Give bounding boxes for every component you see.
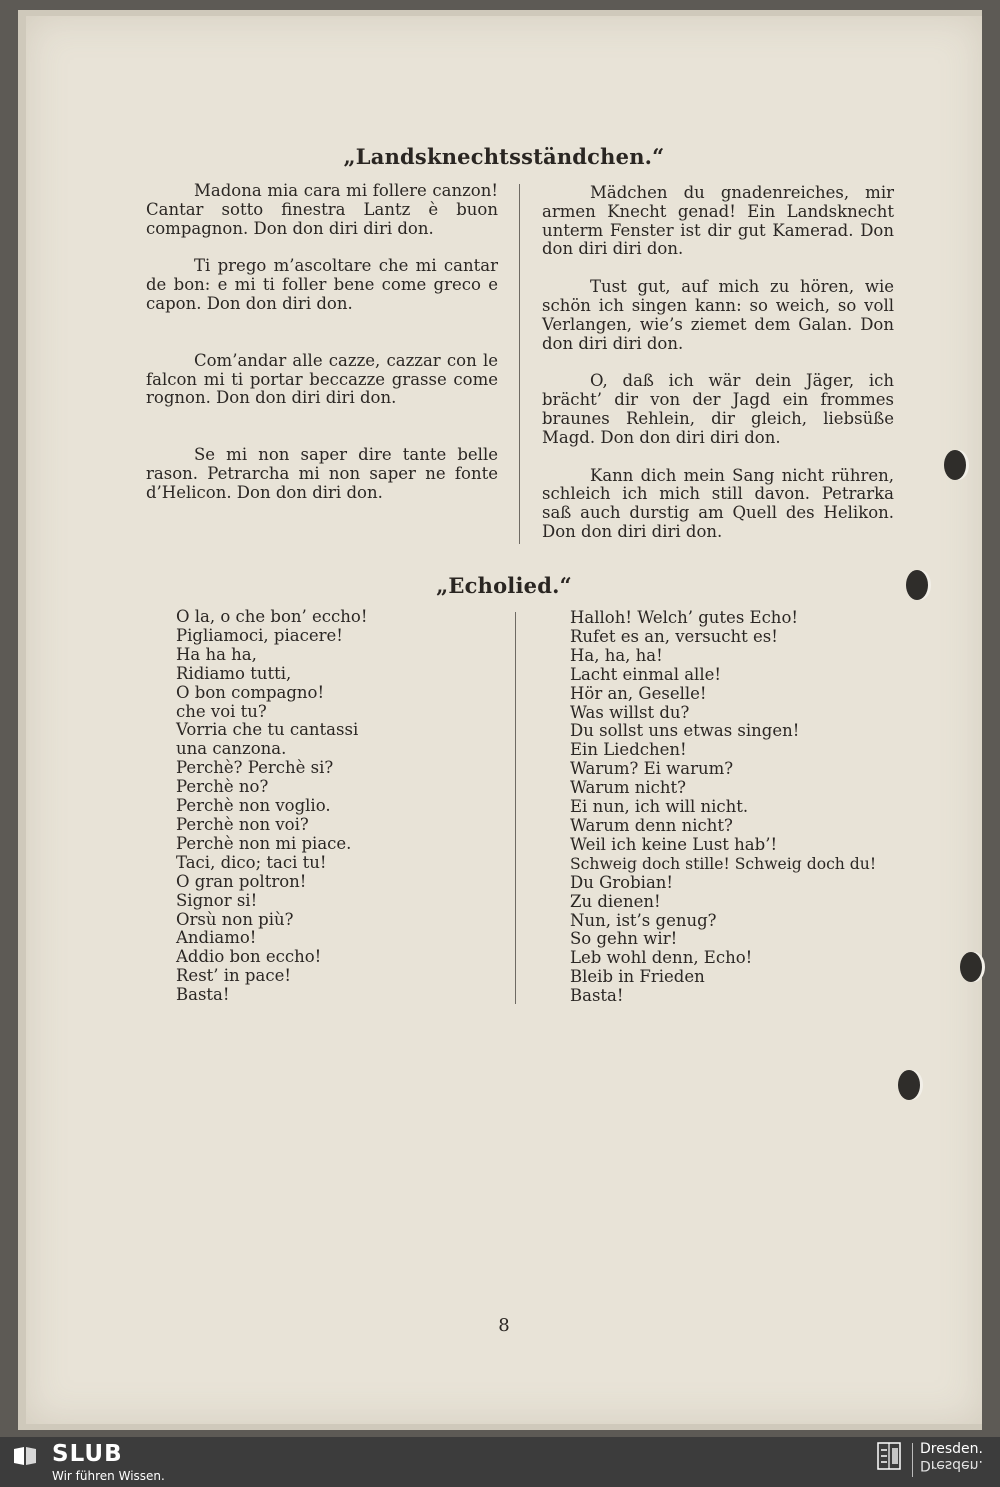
italian-line: Perchè non mi piace.: [176, 833, 352, 853]
punch-hole: [944, 450, 966, 480]
italian-line: Perchè no?: [176, 777, 269, 797]
german-line: Halloh! Welch’ gutes Echo!: [570, 608, 799, 627]
italian-line: O la, o che bon’ eccho!: [176, 607, 368, 626]
german-line: Warum? Ei warum?: [570, 759, 734, 779]
song2-column-divider: [515, 612, 516, 1004]
german-line: Was willst du?: [570, 702, 690, 722]
punch-hole: [960, 952, 982, 982]
italian-line: che voi tu?: [176, 701, 267, 721]
slub-logo-icon: [12, 1445, 38, 1467]
german-line: Leb wohl denn, Echo!: [570, 948, 753, 968]
german-line: Hör an, Geselle!: [570, 683, 707, 703]
italian-line: Perchè non voglio.: [176, 796, 331, 816]
german-line: Du sollst uns etwas singen!: [570, 721, 800, 741]
german-line: Basta!: [570, 986, 624, 1006]
italian-line: Perchè non voi?: [176, 814, 309, 834]
german-line: Nun, ist’s genug?: [570, 910, 717, 930]
italian-line: Ha ha ha,: [176, 644, 257, 664]
city-name: Dresden.: [920, 1441, 983, 1457]
library-name: SLUB: [52, 1441, 123, 1467]
italian-line: Vorria che tu cantassi: [176, 720, 359, 740]
punch-hole: [906, 570, 928, 600]
page-number: 8: [498, 1315, 510, 1336]
library-tagline: Wir führen Wissen.: [52, 1469, 165, 1483]
italian-line: Perchè? Perchè si?: [176, 758, 334, 778]
song2-german-column: [570, 609, 910, 1006]
german-line: Ein Liedchen!: [570, 740, 687, 760]
song1-italian-stanza-3: Com’andar alle cazze, cazzar con le falcon mi ti portar beccazze grasse come rognon. Don don diri diri don.: [146, 350, 498, 408]
song1-german-stanza-1: Mädchen du gnadenreiches, mir armen Knecht genad! Ein Landsknecht unterm Fenster ist dir gut Kamerad. Don don diri diri don.: [542, 183, 894, 259]
song1-italian-column: [146, 182, 498, 503]
german-line: Lacht einmal alle!: [570, 664, 721, 684]
song1-italian-stanza-2: Ti prego m’ascoltare che mi cantar de bon: e mi ti foller bene come greco e capon. Don don diri don.: [146, 256, 498, 313]
german-line: Ha, ha, ha!: [570, 645, 663, 665]
german-line: Warum denn nicht?: [570, 815, 733, 835]
italian-line: Andiamo!: [176, 928, 257, 948]
song1-german-stanza-4: Kann dich mein Sang nicht rühren, schleich ich mich still davon. Petrarka saß auch durstig am Quell des Helikon. Don don diri diri don.: [542, 465, 894, 541]
german-line: Rufet es an, versucht es!: [570, 626, 778, 646]
city-name-reflection: Dresden.: [920, 1457, 983, 1473]
german-line: So gehn wir!: [570, 929, 678, 949]
song1-italian-stanza-1: Madona mia cara mi follere canzon! Cantar sotto finestra Lantz è buon compagnon. Don don diri diri don.: [146, 181, 498, 238]
song2-title: „Echolied.“: [436, 573, 572, 598]
song2-italian-column: [176, 608, 506, 1005]
italian-line: O bon compagno!: [176, 682, 325, 702]
italian-line: Addio bon eccho!: [176, 947, 322, 967]
italian-line: Signor si!: [176, 890, 258, 910]
italian-line: Basta!: [176, 985, 230, 1005]
song1-title: „Landsknechtsständchen.“: [343, 144, 665, 169]
italian-line: Orsù non più?: [176, 909, 294, 929]
german-line: Weil ich keine Lust hab’!: [570, 834, 778, 854]
italian-line: Pigliamoci, piacere!: [176, 625, 343, 645]
german-line: Schweig doch stille! Schweig doch du!: [570, 854, 877, 873]
song1-italian-stanza-4: Se mi non saper dire tante belle rason. Petrarcha mi non saper ne fonte d’Helicon. Don don diri don.: [146, 445, 498, 502]
german-line: Du Grobian!: [570, 872, 674, 892]
italian-line: Ridiamo tutti,: [176, 663, 292, 683]
song1-german-stanza-3: O, daß ich wär dein Jäger, ich brächt’ dir von der Jagd ein frommes braunes Rehlein, dir gleich, liebsüße Magd. Don don diri diri don.: [542, 371, 894, 447]
footer-separator: [912, 1443, 913, 1477]
document-page: [26, 16, 982, 1424]
city-crest-icon: [877, 1442, 901, 1470]
italian-line: Taci, dico; taci tu!: [176, 852, 327, 872]
italian-line: O gran poltron!: [176, 871, 307, 891]
song1-column-divider: [519, 184, 520, 544]
italian-line: Rest’ in pace!: [176, 966, 291, 986]
footer-bar: [0, 1437, 1000, 1487]
song1-german-stanza-2: Tust gut, auf mich zu hören, wie schön ich singen kann: so weich, so voll Verlangen, wie’s ziemet dem Galan. Don don diri diri don.: [542, 277, 894, 353]
punch-hole: [898, 1070, 920, 1100]
german-line: Ei nun, ich will nicht.: [570, 797, 749, 817]
song1-german-column: [542, 184, 894, 542]
german-line: Zu dienen!: [570, 891, 661, 911]
german-line: Bleib in Frieden: [570, 967, 705, 987]
italian-line: una canzona.: [176, 739, 287, 759]
german-line: Warum nicht?: [570, 778, 687, 798]
